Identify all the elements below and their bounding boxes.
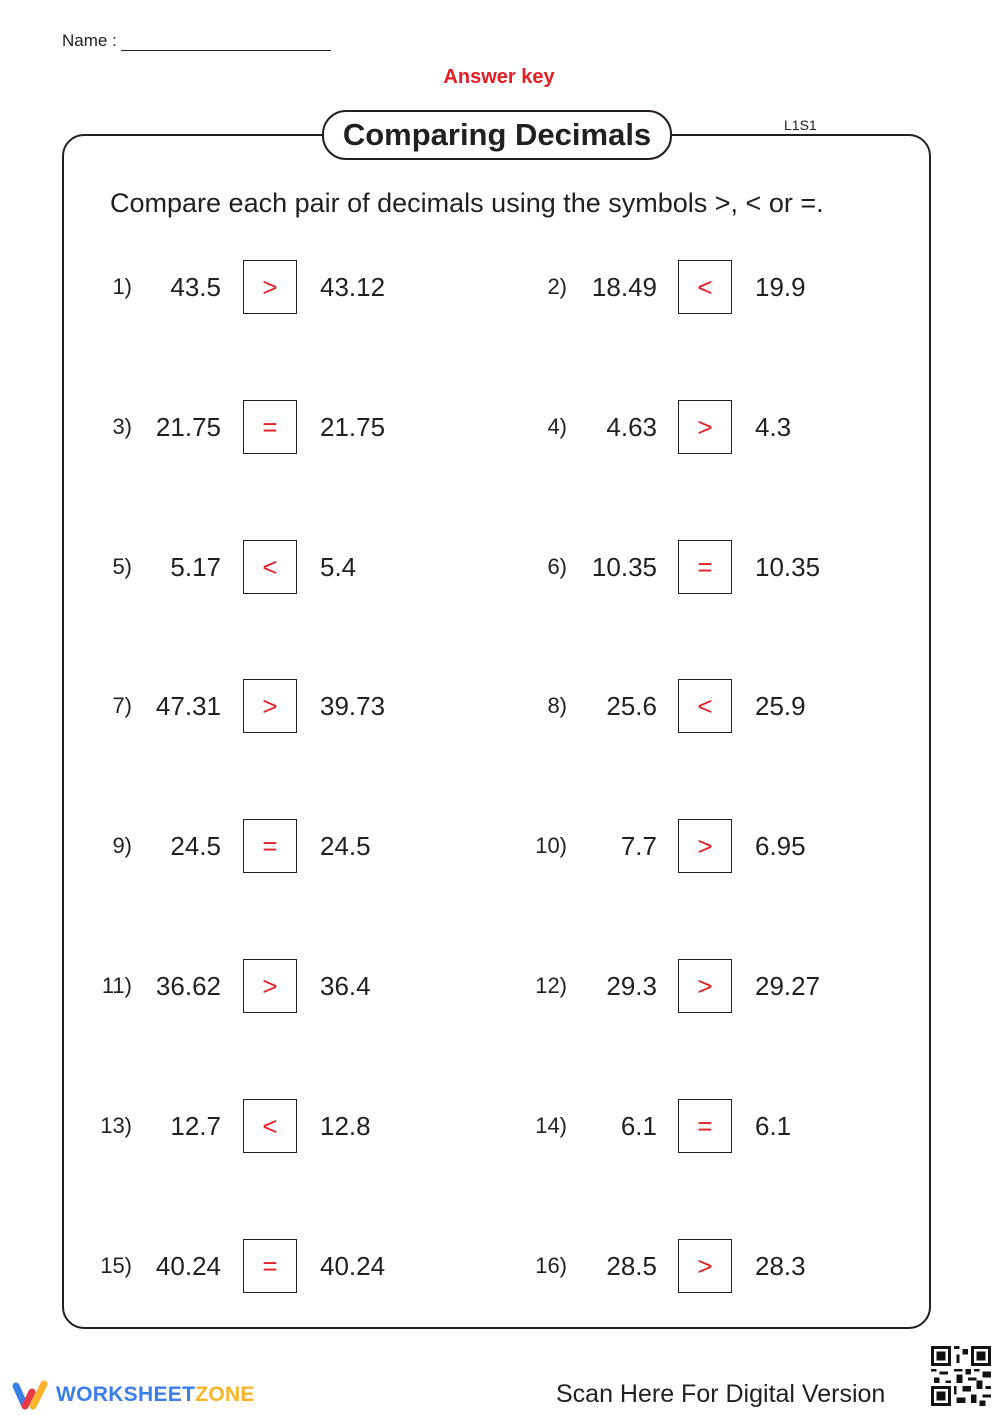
right-value: 25.9	[755, 691, 806, 721]
left-value: 28.5	[606, 1251, 657, 1281]
left-value: 25.6	[606, 691, 657, 721]
problem-number: 13)	[100, 1113, 132, 1138]
answer-box[interactable]: >	[243, 679, 297, 733]
problem-number: 4)	[547, 414, 567, 439]
right-value: 43.12	[320, 272, 386, 302]
left-value: 6.1	[620, 1111, 657, 1141]
left-value: 7.7	[620, 831, 657, 861]
worksheetzone-logo	[10, 1378, 255, 1412]
answer-box[interactable]: <	[678, 260, 732, 314]
right-value: 36.4	[320, 971, 371, 1001]
instructions: Compare each pair of decimals using the symbols >, < or =.	[110, 188, 824, 218]
problem-number: 11)	[101, 973, 132, 998]
worksheet-code: L1S1	[784, 117, 817, 133]
logo-text: WORKSHEETZONE	[56, 1383, 255, 1406]
answer-box[interactable]: >	[678, 819, 732, 873]
page-title	[322, 110, 672, 160]
problem-number: 8)	[547, 693, 567, 718]
left-value: 18.49	[591, 272, 657, 302]
left-value: 21.75	[155, 412, 221, 442]
right-value: 5.4	[320, 552, 357, 582]
right-value: 24.5	[320, 831, 371, 861]
answer-box[interactable]: =	[678, 1099, 732, 1153]
answer-box[interactable]: =	[243, 400, 297, 454]
left-value: 40.24	[155, 1251, 221, 1281]
problem-number: 7)	[112, 693, 132, 718]
right-value: 29.27	[755, 971, 821, 1001]
answer-box[interactable]: =	[678, 540, 732, 594]
right-value: 6.95	[755, 831, 806, 861]
problem-number: 5)	[112, 554, 132, 579]
left-value: 36.62	[155, 971, 221, 1001]
left-value: 5.17	[170, 552, 221, 582]
problem-number: 12)	[535, 973, 567, 998]
answer-box[interactable]: >	[678, 400, 732, 454]
right-value: 6.1	[755, 1111, 792, 1141]
answer-box[interactable]: >	[243, 959, 297, 1013]
name-field	[62, 28, 331, 51]
left-value: 4.63	[606, 412, 657, 442]
problem-number: 2)	[547, 274, 567, 299]
problem-number: 3)	[112, 414, 132, 439]
answer-box[interactable]: <	[678, 679, 732, 733]
right-value: 21.75	[320, 412, 386, 442]
left-value: 24.5	[170, 831, 221, 861]
left-value: 47.31	[155, 691, 221, 721]
problem-number: 9)	[112, 833, 132, 858]
worksheet-frame	[62, 134, 931, 1329]
page-title-text: Comparing Decimals	[342, 117, 652, 152]
answer-box[interactable]: >	[678, 959, 732, 1013]
left-value: 10.35	[591, 552, 657, 582]
answer-box[interactable]: >	[243, 260, 297, 314]
right-value: 12.8	[320, 1111, 371, 1141]
answer-box[interactable]: >	[678, 1239, 732, 1293]
right-value: 28.3	[755, 1251, 806, 1281]
right-value: 19.9	[755, 272, 806, 302]
problem-number: 6)	[547, 554, 567, 579]
problem-number: 16)	[535, 1253, 567, 1278]
scan-text: Scan Here For Digital Version	[556, 1380, 886, 1408]
name-line[interactable]	[121, 28, 331, 51]
answer-box[interactable]: <	[243, 540, 297, 594]
left-value: 43.5	[170, 272, 221, 302]
answer-box[interactable]: <	[243, 1099, 297, 1153]
right-value: 40.24	[320, 1251, 386, 1281]
name-label: Name :	[62, 31, 117, 50]
problem-number: 14)	[535, 1113, 567, 1138]
problem-number: 1)	[112, 274, 132, 299]
qr-code-icon[interactable]	[931, 1346, 991, 1406]
answer-box[interactable]: =	[243, 819, 297, 873]
right-value: 39.73	[320, 691, 386, 721]
left-value: 29.3	[606, 971, 657, 1001]
logo-w-icon	[10, 1378, 50, 1412]
problem-number: 15)	[100, 1253, 132, 1278]
right-value: 10.35	[755, 552, 821, 582]
answer-box[interactable]: =	[243, 1239, 297, 1293]
problem-number: 10)	[535, 833, 567, 858]
left-value: 12.7	[170, 1111, 221, 1141]
answer-key-label: Answer key	[443, 66, 555, 88]
right-value: 4.3	[755, 412, 792, 442]
